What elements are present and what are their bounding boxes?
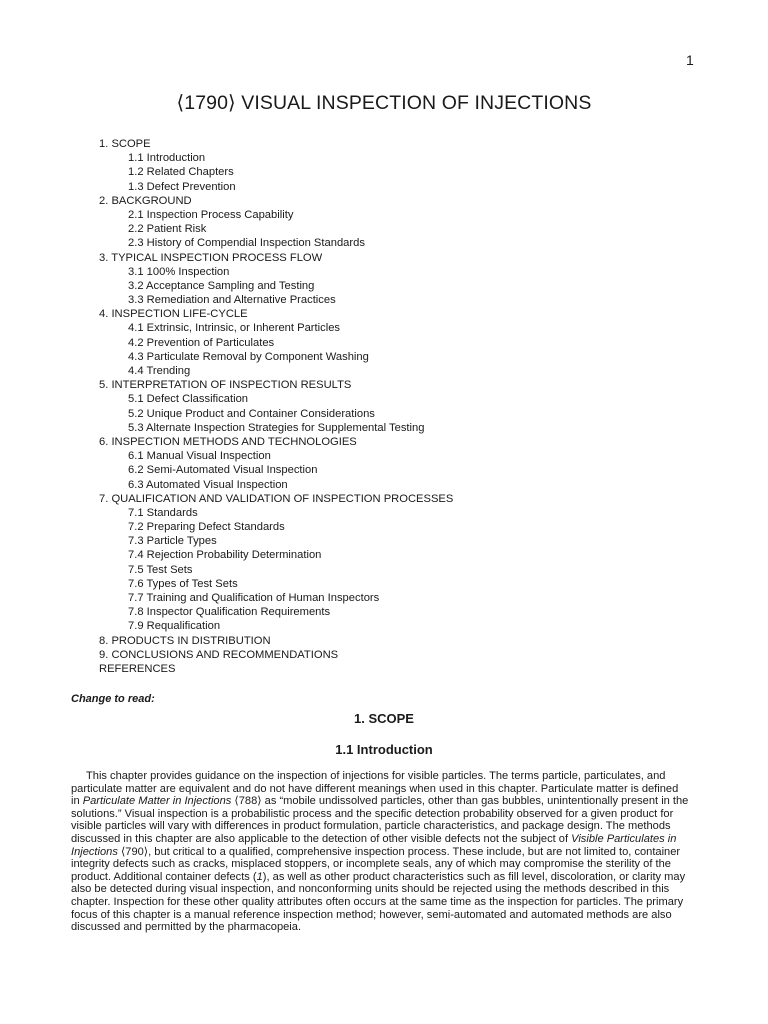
toc-subsection-item: 5.1 Defect Classification [128,393,249,406]
paragraph-line [71,858,701,871]
paragraph-line [71,883,701,896]
text-run: chapter. Inspection for these other quality attributes often occurs at the same time as the inspection for particles. The primary [71,895,684,908]
toc-subsection-item: 1.2 Related Chapters [128,166,234,179]
paragraph-line [71,871,701,884]
text-run: ⟨788⟩ as “mobile undissolved particles, other than gas bubbles, unintentionally present in the [231,795,689,808]
toc-section-item: 3. TYPICAL INSPECTION PROCESS FLOW [99,251,323,264]
toc-subsection-item: 7.6 Types of Test Sets [128,577,238,590]
paragraph-line [71,833,701,846]
toc-subsection-item: 4.3 Particulate Removal by Component Washing [128,350,369,363]
toc-section-item: 8. PRODUCTS IN DISTRIBUTION [99,634,271,647]
toc-section-item: REFERENCES [99,662,176,675]
toc-subsection-item: 2.3 History of Compendial Inspection Standards [128,237,365,250]
toc-subsection-item: 6.1 Manual Visual Inspection [128,450,271,463]
subsection-heading: 1.1 Introduction [335,742,433,757]
toc-subsection-item: 1.1 Introduction [128,152,206,165]
text-run: solutions.” Visual inspection is a probabilistic process and the specific detection probability observed for a given product for [71,807,674,820]
toc-subsection-item: 3.1 100% Inspection [128,265,230,278]
paragraph-line [71,783,701,796]
toc-subsection-item: 5.3 Alternate Inspection Strategies for Supplemental Testing [128,421,425,434]
toc-subsection-item: 2.1 Inspection Process Capability [128,208,294,221]
toc-subsection-item: 3.2 Acceptance Sampling and Testing [128,279,315,292]
italic-text-run: Particulate Matter in Injections [82,795,232,808]
toc-section-item: 5. INTERPRETATION OF INSPECTION RESULTS [99,379,352,392]
toc-subsection-item: 7.9 Requalification [128,620,221,633]
toc-subsection-item: 7.7 Training and Qualification of Human Inspectors [128,592,380,604]
toc-section-item: 7. QUALIFICATION AND VALIDATION OF INSPECTION PROCESSES [99,492,454,505]
paragraph-line [71,820,701,833]
italic-text-run: Injections [71,845,118,858]
text-run: discussed and permitted by the pharmacopeia. [71,921,302,934]
section-heading: 1. SCOPE [354,711,414,726]
text-run: ), as well as other product characteristics such as fill level, discoloration, or clarity may [262,870,686,883]
toc-section-item: 6. INSPECTION METHODS AND TECHNOLOGIES [99,435,357,448]
document-title: ⟨1790⟩ VISUAL INSPECTION OF INJECTIONS [176,92,592,114]
toc-subsection-item: 7.2 Preparing Defect Standards [128,521,285,534]
text-run: discussed in this chapter are also applicable to the detection of other visible defects not the subject of [71,832,572,845]
toc-subsection-item: 7.5 Test Sets [128,563,193,576]
text-run: product. Additional container defects ( [71,870,257,883]
paragraph-line [71,921,701,934]
paragraph-line [71,896,701,909]
page-number: 1 [686,52,694,68]
text-run: focus of this chapter is a manual reference inspection method; however, semi-automated and automated methods are also [71,908,672,921]
change-note: Change to read: [71,693,155,705]
toc-section-item: 2. BACKGROUND [99,194,192,207]
toc-subsection-item: 5.2 Unique Product and Container Considerations [128,407,375,420]
italic-text-run: Visible Particulates in [571,832,677,845]
paragraph-line [71,909,701,922]
toc-subsection-item: 7.3 Particle Types [128,535,217,548]
toc-subsection-item: 1.3 Defect Prevention [128,180,236,193]
table-of-contents [99,137,453,676]
paragraph-line [71,846,701,859]
toc-section-item: 9. CONCLUSIONS AND RECOMMENDATIONS [99,648,339,661]
toc-subsection-item: 6.2 Semi-Automated Visual Inspection [128,464,318,477]
toc-subsection-item: 2.2 Patient Risk [128,223,207,236]
text-run: also be detected during visual inspection, and nonconforming units should be rejected using the methods described in this [71,883,670,896]
text-run: particulate matter are equivalent and do not have different meanings when used in this chapter. Particulate matter is defined [71,782,679,795]
toc-subsection-item: 3.3 Remediation and Alternative Practices [128,294,336,307]
text-run: ⟨790⟩, but critical to a qualified, comprehensive inspection process. These include, but are not limited to, container [117,845,681,858]
paragraph-line [71,808,701,821]
toc-subsection-item: 4.4 Trending [128,365,191,377]
text-run: This chapter provides guidance on the inspection of injections for visible particles. The terms particle, particulates, and [86,770,666,782]
intro-paragraph [71,770,701,934]
toc-subsection-item: 7.8 Inspector Qualification Requirements [128,606,331,619]
paragraph-line [71,795,701,808]
toc-subsection-item: 7.1 Standards [128,506,198,519]
toc-subsection-item: 7.4 Rejection Probability Determination [128,549,322,562]
toc-subsection-item: 4.2 Prevention of Particulates [128,336,275,349]
text-run: integrity defects such as cracks, misplaced stoppers, or incomplete seals, any of which may compromise the sterility of the [71,858,671,871]
paragraph-line [71,770,701,783]
text-run: in [71,795,83,808]
toc-subsection-item: 6.3 Automated Visual Inspection [128,478,288,491]
toc-section-item: 1. SCOPE [99,138,151,150]
italic-text-run: 1 [256,870,263,883]
toc-subsection-item: 4.1 Extrinsic, Intrinsic, or Inherent Particles [128,322,341,335]
text-run: visible particles will vary with differences in product formulation, particle characteristics, and package design. The methods [71,820,671,833]
toc-section-item: 4. INSPECTION LIFE-CYCLE [99,308,248,321]
